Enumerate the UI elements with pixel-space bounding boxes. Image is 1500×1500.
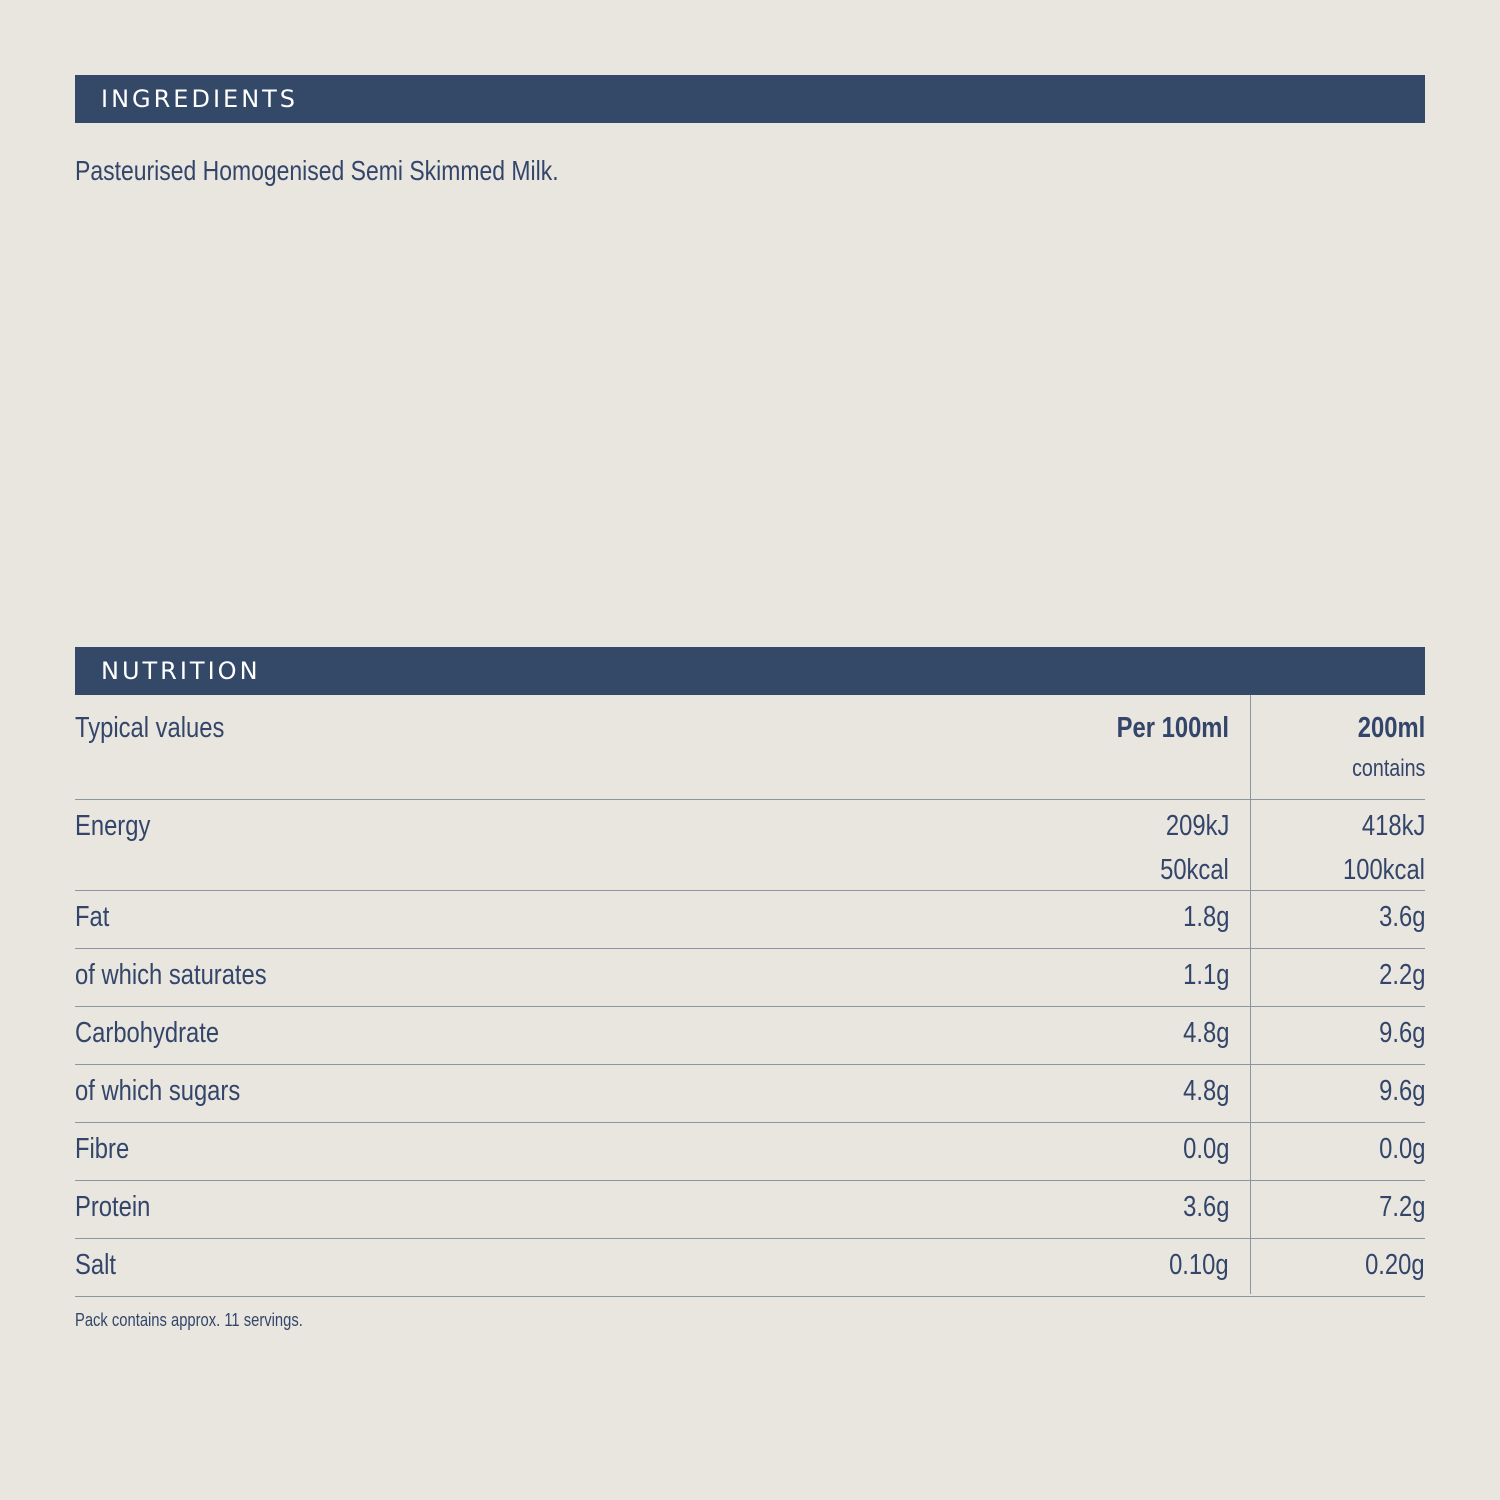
row-per200: 7.2g [1378, 1191, 1425, 1223]
servings-footnote: Pack contains approx. 11 servings. [75, 1310, 303, 1330]
nutrition-heading: NUTRITION [75, 647, 1425, 695]
row-label: Fibre [75, 1133, 130, 1165]
row-per200: 9.6g [1378, 1017, 1425, 1049]
row-label: Energy [75, 810, 151, 842]
row-per200: 2.2g [1378, 959, 1425, 991]
row-per200: 0.20g [1365, 1249, 1425, 1281]
header-contains: contains [1351, 755, 1425, 782]
row-per100: 3.6g [1182, 1191, 1229, 1223]
header-typical-values: Typical values [75, 712, 225, 744]
table-row [75, 1181, 1425, 1239]
table-row [75, 891, 1425, 949]
row-per200: 3.6g [1378, 901, 1425, 933]
table-row [75, 1007, 1425, 1065]
energy-per200-kj: 418kJ [1361, 810, 1425, 842]
row-per100: 1.1g [1182, 959, 1229, 991]
row-per100: 0.0g [1182, 1133, 1229, 1165]
row-label: Carbohydrate [75, 1017, 220, 1049]
row-per100: 4.8g [1182, 1075, 1229, 1107]
ingredients-text: Pasteurised Homogenised Semi Skimmed Milk. [75, 155, 559, 186]
row-per200: 0.0g [1378, 1133, 1425, 1165]
row-per200: 9.6g [1378, 1075, 1425, 1107]
table-row [75, 949, 1425, 1007]
header-200ml: 200ml [1357, 712, 1425, 744]
row-label: of which saturates [75, 959, 267, 991]
row-label: Protein [75, 1191, 151, 1223]
table-row-energy [75, 800, 1425, 891]
energy-per200-kcal: 100kcal [1343, 854, 1425, 886]
row-label: Fat [75, 901, 110, 933]
table-row [75, 1065, 1425, 1123]
row-label: Salt [75, 1249, 116, 1281]
row-per100: 1.8g [1182, 901, 1229, 933]
energy-per100-kj: 209kJ [1165, 810, 1229, 842]
table-row [75, 1239, 1425, 1297]
row-label: of which sugars [75, 1075, 241, 1107]
nutrition-table [75, 695, 1425, 1297]
table-row [75, 1123, 1425, 1181]
energy-per100-kcal: 50kcal [1160, 854, 1229, 886]
table-header-row [75, 695, 1425, 800]
row-per100: 0.10g [1169, 1249, 1229, 1281]
header-per-100ml: Per 100ml [1116, 712, 1229, 744]
ingredients-heading: INGREDIENTS [75, 75, 1425, 123]
row-per100: 4.8g [1182, 1017, 1229, 1049]
